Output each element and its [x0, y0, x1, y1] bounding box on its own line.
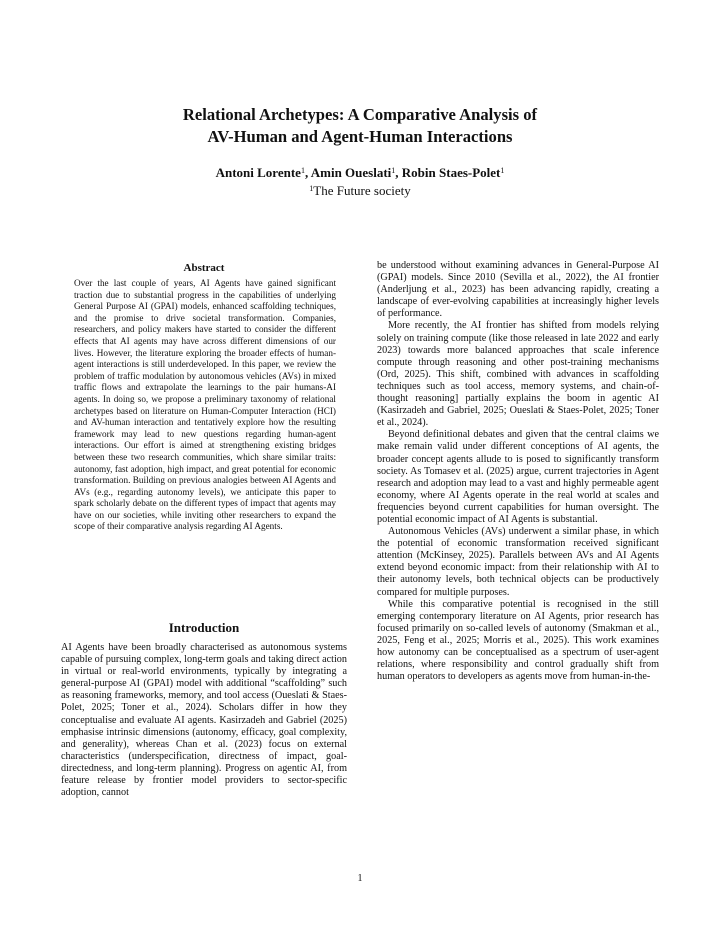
author-list: Antoni Lorente$^1$, Amin Oueslati$^1$, Robin Staes-Polet$^1$ — [215, 165, 505, 180]
affiliation-mark: 1 — [309, 184, 314, 193]
abstract-text: Over the last couple of years, AI Agents have gained significant traction due to substantial progress in the capabilities of underlying General Purpose AI (GPAI) models, enhanced scaffolding techniques, and the promise to drive societal transformation. Companies, researchers, and policy makers have started to consider the different effects that AI agents may have across different dimensions of our lives. However, the literature exploring the broader effects of human-agent interactions is still underdeveloped. In this paper, we review the problem of traffic modulation by autonomous vehicles (AVs) in mixed traffic flows and extrapolate the learnings to the pair humans-AI agents. In doing so, we propose a preliminary taxonomy of relational archetypes based on literature on Human-Computer Interaction (HCI) and AV-human interaction and tentatively explore how the resulting framework may lead to new questions regarding human-agent interactions. Our effort is aimed at strengthening existing bridges between these two research communities, which share similar traits: autonomy, fast adoption, high impact, and great potential for economic transformation. Building on previous analogies between AI Agents and AVs (e.g., regarding autonomy levels), we anticipate this paper to spark scholarly debate on the different types of impact that agents may have on our societies, while inviting other researchers to expand the scope of their comparative analysis regarding AI Agents. — [74, 278, 336, 532]
paper-title — [0, 104, 720, 148]
introduction-heading: Introduction — [168, 620, 240, 635]
abstract-body — [74, 278, 336, 533]
title-line-1: Relational Archetypes: A Comparative Analysis of — [182, 105, 538, 124]
author-affil-mark: 1 — [500, 166, 505, 175]
body-paragraph: be understood without examining advances in General-Purpose AI (GPAI) models. Since 2010 (Sevilla et al., 2022), the AI frontier (Anderljung et al., 2023) has been advancing rapidly, creating a landscape of ever-evolving capabilities at increasingly higher levels of performance. — [377, 260, 659, 320]
introduction-paragraph: AI Agents have been broadly characterised as autonomous systems capable of pursuing complex, long-term goals and taking direct action in virtual or real-world environments, typically by integrating a general-purpose AI (GPAI) model with additional “scaffolding” such as reasoning frameworks, memory, and tool access (Oueslati & Staes-Polet, 2025; Toner et al., 2024). Scholars differ in how they conceptualise and evaluate AI agents. Kasirzadeh and Gabriel (2025) emphasise intrinsic dimensions (autonomy, efficacy, goal complexity, and generality), whereas Chan et al. (2023) focus on external characteristics (underspecification, directness of impact, goal-directedness, and long-term planning). Progress on agentic AI, from feature release by frontier model providers to sector-specific adoption, cannot — [61, 642, 347, 799]
abstract-heading: Abstract — [183, 262, 225, 274]
author-affil-mark: 1 — [300, 166, 305, 175]
title-line-2: AV-Human and Agent-Human Interactions — [207, 127, 513, 146]
author-name: Amin Oueslati — [310, 165, 392, 180]
right-column — [377, 260, 659, 683]
body-paragraph: More recently, the AI frontier has shifted from models relying solely on training compute (like those released in late 2022 and early 2023) towards more balanced approaches that scale inference compute through reasoning and other post-training mechanisms (Ord, 2025). This shift, combined with advances in scaffolding techniques such as tool access, memory systems, and chain-of-thought reasoning] partially explains the boom in agentic AI (Kasirzadeh and Gabriel, 2025; Oueslati & Staes-Polet, 2025; Toner et al., 2024). — [377, 320, 659, 429]
body-paragraph: Beyond definitional debates and given that the central claims we make remain valid under different conceptions of AI agents, the broader concept agents allude to is posed to significantly transform society. As Tomasev et al. (2025) argue, current trajectories in Agent research and adoption may lead to a vast and highly permeable agent economy, where AI Agents operate in the real world at scales and frequencies beyond current capabilities for human oversight. The potential economic impact of AI Agents is substantial. — [377, 429, 659, 525]
body-paragraph: While this comparative potential is recognised in the still emerging contemporary literature on AI Agents, prior research has focused primarily on so-called levels of autonomy (Smakman et al., 2025, Feng et al., 2025; Morris et al., 2025). This work examines how autonomy can be conceptualised as a spectrum of user-agent relations, where responsibility and control gradually shift from human operators to developers as agents move from human-in-the- — [377, 598, 659, 683]
affiliation-name: The Future society — [313, 183, 411, 198]
author-name: Robin Staes-Polet — [401, 165, 501, 180]
page-number: 1 — [357, 873, 363, 884]
affiliation — [0, 180, 720, 199]
body-paragraph: Autonomous Vehicles (AVs) underwent a similar phase, in which the potential of economic transformation received significant attention (McKinsey, 2025). Parallels between AVs and AI Agents extend beyond economic impact: from their relationship with AI to their autonomy levels, both technical objects can be productively compared for multiple purposes. — [377, 526, 659, 598]
author-affil-mark: 1 — [391, 166, 396, 175]
author-name: Antoni Lorente — [215, 165, 301, 180]
introduction-body — [61, 642, 347, 799]
